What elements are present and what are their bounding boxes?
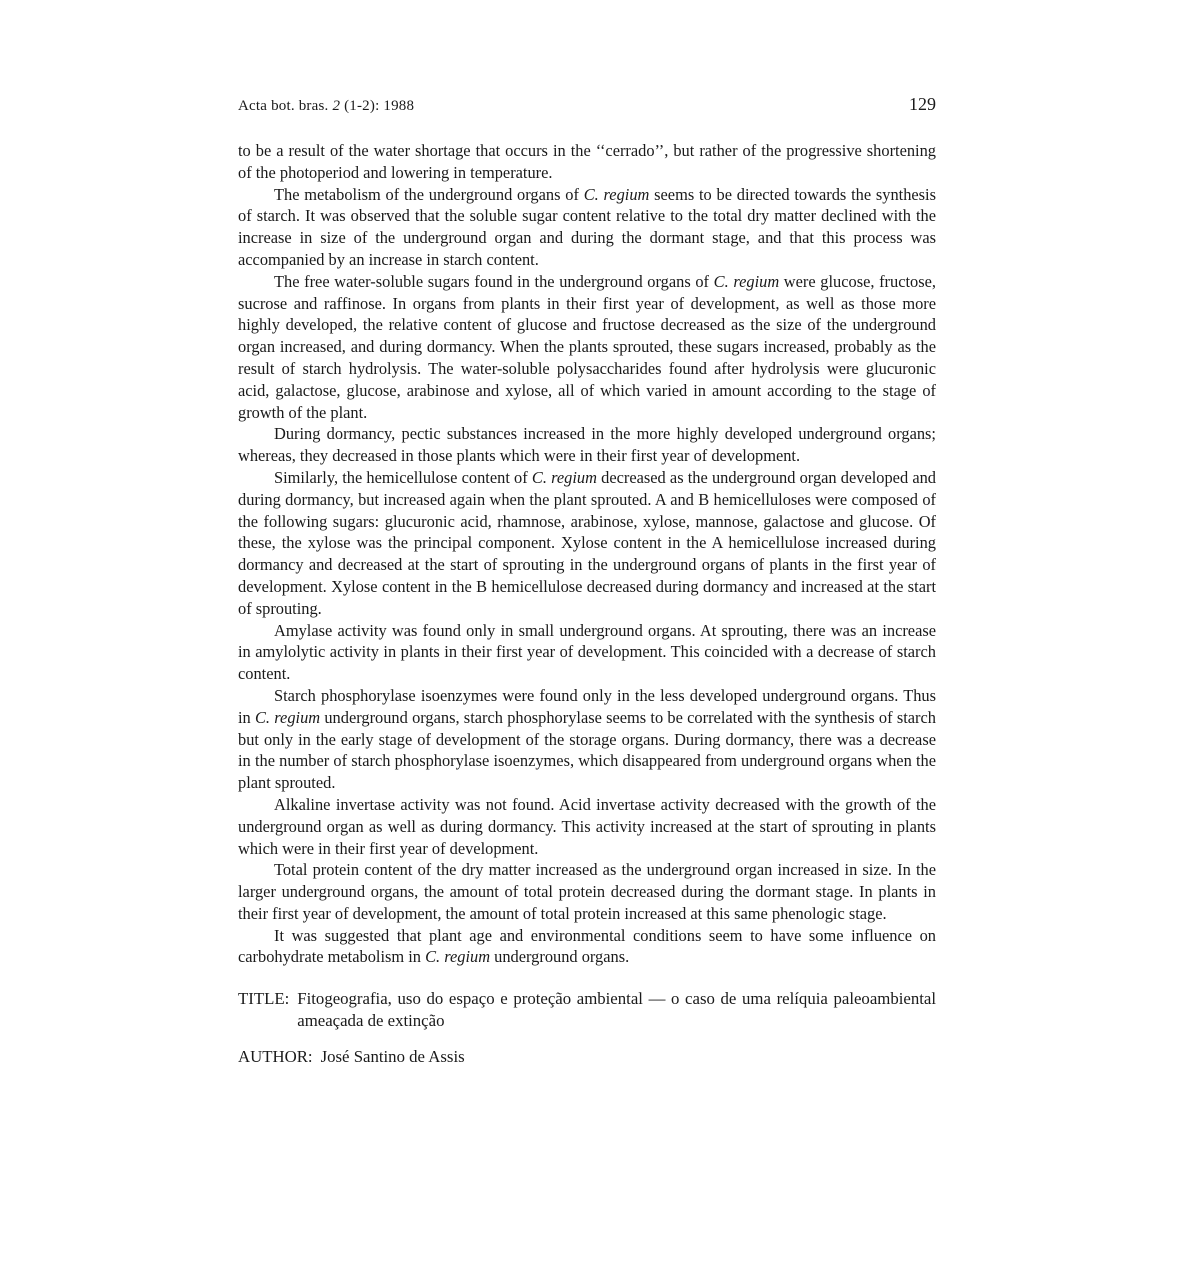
author-label: AUTHOR: xyxy=(238,1047,313,1067)
journal-citation xyxy=(238,98,414,115)
paragraph-text: Alkaline invertase activity was not found. Acid invertase activity decreased with the growth of the underground organ as well as during dormancy. This activity increased at the start of sprouting in plants which were in their first year of development. xyxy=(238,794,936,858)
species-name: C. regium xyxy=(713,271,780,291)
paragraph-text: underground organs. xyxy=(490,947,630,967)
journal-issue-year: (1-2): 1988 xyxy=(344,98,415,114)
paragraph-text: to be a result of the water shortage that occurs in the ‘‘cerrado’’, but rather of the progressive shortening of the photoperiod and lowering in temperature. xyxy=(238,141,936,182)
article-body xyxy=(238,140,936,968)
paragraph xyxy=(238,467,936,620)
paragraph-text: decreased as the underground organ developed and during dormancy, but increased again when the plant sprouted. A and B hemicelluloses were composed of the following sugars: glucuronic acid, rhamnose, arabinose, xylose, mannose, galactose and glucose. Of these, the xylose was the principal component. Xylose content in the A hemicellulose increased during dormancy and decreased at the start of sprouting in the underground organs of plants in the first year of development. Xylose content in the B hemicellulose decreased during dormancy and increased at the start of sprouting. xyxy=(238,467,936,618)
paragraph xyxy=(238,140,936,184)
journal-volume: 2 xyxy=(332,98,341,114)
journal-name: Acta bot. bras. xyxy=(238,98,329,114)
title-row xyxy=(238,988,936,1032)
paragraph-text: The metabolism of the underground organs of xyxy=(274,184,584,204)
paragraph-text: Similarly, the hemicellulose content of xyxy=(274,467,532,487)
paragraph xyxy=(238,925,936,969)
paragraph xyxy=(238,685,936,794)
paragraph-text: Amylase activity was found only in small underground organs. At sprouting, there was an increase in amylolytic activity in plants in their first year of development. This coincided with a decrease of starch content. xyxy=(238,620,936,684)
species-name: C. regium xyxy=(583,184,650,204)
paragraph-text: It was suggested that plant age and environmental conditions seem to have some influence on carbohydrate metabolism in xyxy=(238,925,936,967)
page-number: 129 xyxy=(909,94,936,114)
paragraph xyxy=(238,794,936,859)
paragraph xyxy=(238,271,936,424)
author-row xyxy=(238,1046,936,1068)
paragraph xyxy=(238,859,936,924)
species-name: C. regium xyxy=(425,947,491,967)
species-name: C. regium xyxy=(255,707,321,727)
paragraph-text: seems to be directed towards the synthesis of starch. It was observed that the soluble sugar content relative to the total dry matter declined with the increase in size of the underground organ and during the dormant stage, and that this process was accompanied by an increase in starch content. xyxy=(238,184,936,269)
title-label: TITLE: xyxy=(238,989,290,1009)
paragraph xyxy=(238,423,936,467)
article-page xyxy=(238,94,936,1082)
species-name: C. regium xyxy=(531,467,597,487)
paragraph-text: The free water-soluble sugars found in the underground organs of xyxy=(274,271,714,291)
bibliographic-entry xyxy=(238,988,936,1068)
paragraph xyxy=(238,620,936,685)
paragraph-text: were glucose, fructose, sucrose and raffinose. In organs from plants in their first year of development, as well as those more highly developed, the relative content of glucose and fructose decreased as the size of the underground organ increased, and during dormancy. When the plants sprouted, these sugars increased, probably as the result of starch hydrolysis. The water-soluble polysaccharides found after hydrolysis were glucuronic acid, galactose, glucose, arabinose and xylose, all of which varied in amount according to the stage of growth of the plant. xyxy=(238,271,936,422)
paragraph-text: During dormancy, pectic substances increased in the more highly developed underground organs; whereas, they decreased in those plants which were in their first year of development. xyxy=(238,424,936,466)
running-head xyxy=(238,94,936,120)
paragraph-text: Starch phosphorylase isoenzymes were found only in the less developed underground organs. Thus in xyxy=(238,685,936,727)
author-value: José Santino de Assis xyxy=(320,1047,465,1067)
title-value: Fitogeografia, uso do espaço e proteção ambiental — o caso de uma relíquia paleoambiental ameaçada de extinção xyxy=(297,989,936,1031)
paragraph-text: Total protein content of the dry matter increased as the underground organ increased in size. In the larger underground organs, the amount of total protein decreased during the dormant stage. In plants in their first year of development, the amount of total protein increased at this same phenologic stage. xyxy=(238,860,936,923)
paragraph-text: underground organs, starch phosphorylase seems to be correlated with the synthesis of starch but only in the early stage of development of the storage organs. During dormancy, there was a decrease in the number of starch phosphorylase isoenzymes, which disappeared from underground organs when the plant sprouted. xyxy=(238,707,936,793)
paragraph xyxy=(238,184,936,271)
